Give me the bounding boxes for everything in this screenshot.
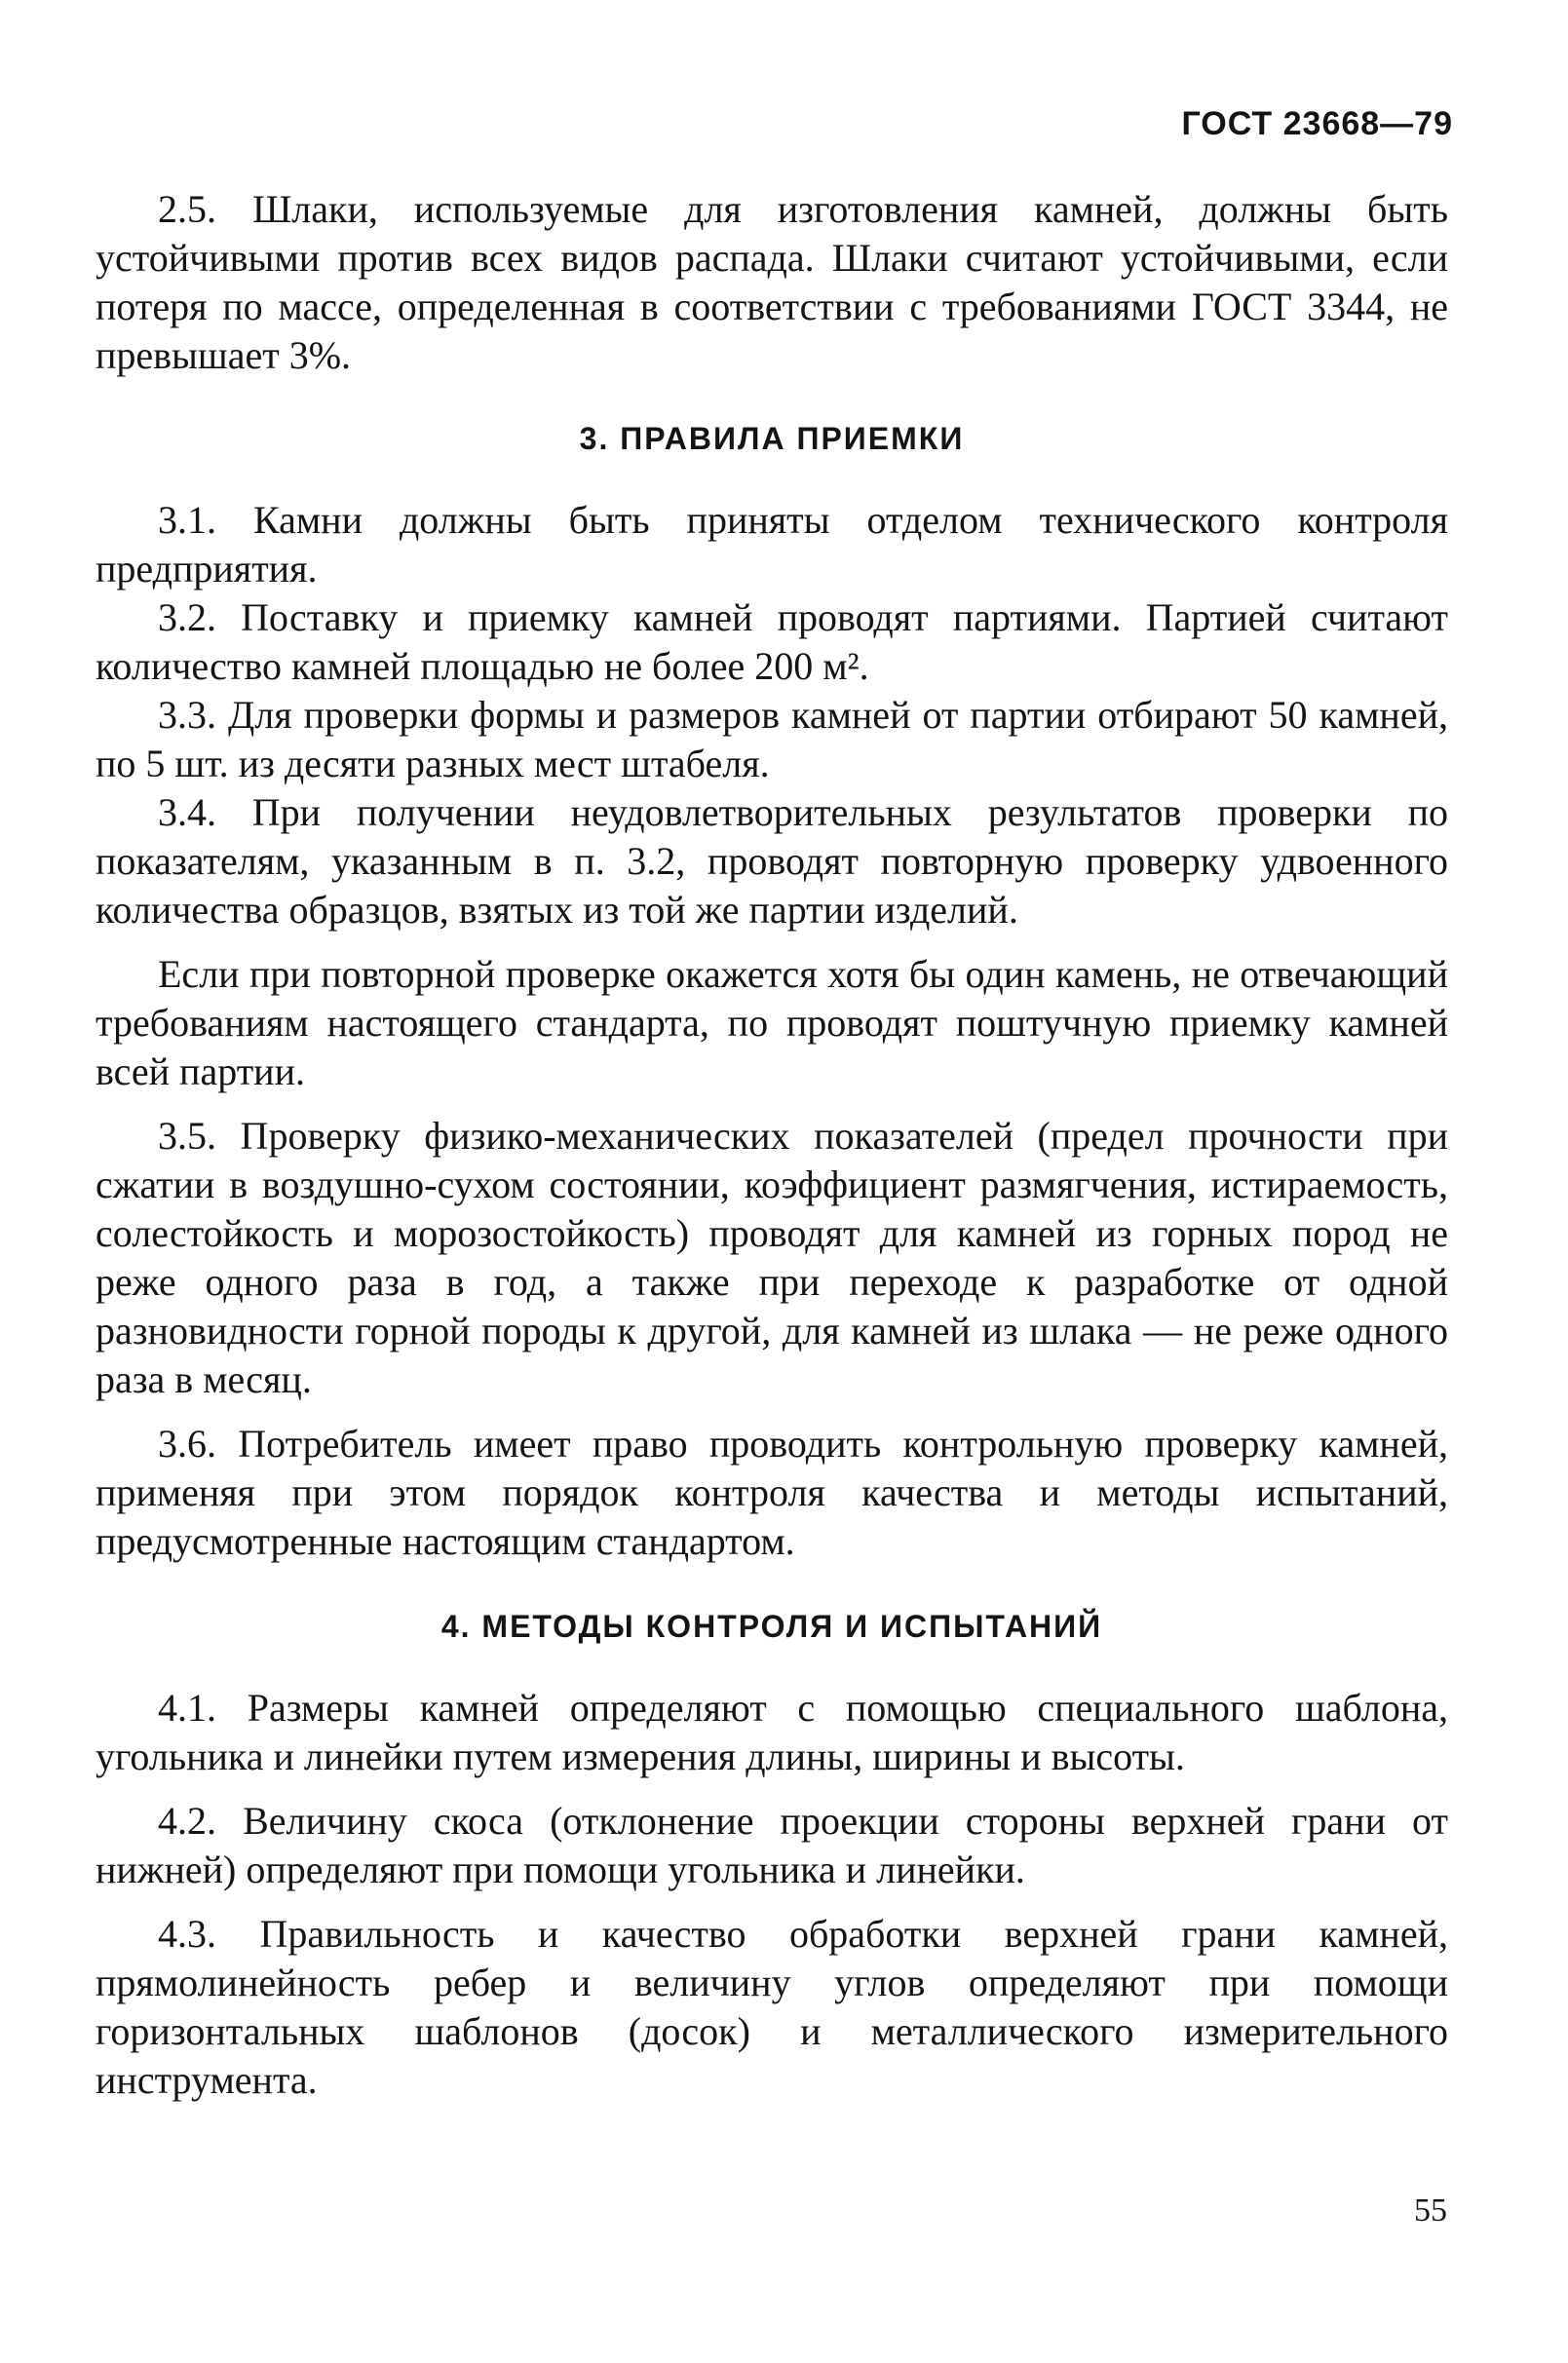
paragraph-2-5: 2.5. Шлаки, используемые для изготовления камней, должны быть устойчивыми против всех видов распада. Шлаки считают устойчивыми, если потеря по массе, определенная в соответствии с требованиями ГОСТ 3344, не превышает 3%. bbox=[96, 187, 1448, 377]
paragraph-3-3: 3.3. Для проверки формы и размеров камней от партии отбирают 50 камней, по 5 шт. из десяти разных мест штабеля. bbox=[96, 693, 1448, 785]
paragraph-3-4: 3.4. При получении неудовлетворительных результатов проверки по показателям, указанным в п. 3.2, проводят повторную проверку удвоенного количества образцов, взятых из той же партии изделий. bbox=[96, 790, 1448, 932]
paragraph-3-6: 3.6. Потребитель имеет право проводить контрольную проверку камней, применяя при этом порядок контроля качества и методы испытаний, предусмотренные настоящим стандартом. bbox=[96, 1422, 1448, 1563]
page-number: 55 bbox=[1414, 2192, 1447, 2229]
document-code: ГОСТ 23668—79 bbox=[1181, 105, 1453, 142]
paragraph-4-2: 4.2. Величину скоса (отклонение проекции стороны верхней грани от нижней) определяют при помощи угольника и линейки. bbox=[96, 1799, 1448, 1891]
body-text bbox=[96, 185, 1448, 2105]
paragraph-3-4-continued: Если при повторной проверке окажется хотя бы один камень, не отвечающий требованиям настоящего стандарта, по проводят поштучную приемку камней всей партии. bbox=[96, 952, 1448, 1093]
paragraph-4-3: 4.3. Правильность и качество обработки верхней грани камней, прямолинейность ребер и величину углов определяют при помощи горизонтальных шаблонов (досок) и металлического измерительного инструмента. bbox=[96, 1912, 1448, 2102]
section-3-heading: 3. ПРАВИЛА ПРИЕМКИ bbox=[579, 421, 965, 456]
section-4-heading: 4. МЕТОДЫ КОНТРОЛЯ И ИСПЫТАНИЙ bbox=[440, 1609, 1103, 1644]
paragraph-4-1: 4.1. Размеры камней определяют с помощью специального шаблона, угольника и линейки путем измерения длины, ширины и высоты. bbox=[96, 1686, 1448, 1778]
paragraph-3-5: 3.5. Проверку физико-механических показателей (предел прочности при сжатии в воздушно-сухом состоянии, коэффициент размягчения, истираемость, солестойкость и морозостойкость) проводят для камней из горных пород не реже одного раза в год, а также при переходе к разработке от одной разновидности горной породы к другой, для камней из шлака — не реже одного раза в месяц. bbox=[96, 1114, 1448, 1401]
paragraph-3-2: 3.2. Поставку и приемку камней проводят партиями. Партией считают количество камней площадью не более 200 м². bbox=[96, 595, 1448, 688]
paragraph-3-1: 3.1. Камни должны быть приняты отделом технического контроля предприятия. bbox=[96, 498, 1448, 591]
